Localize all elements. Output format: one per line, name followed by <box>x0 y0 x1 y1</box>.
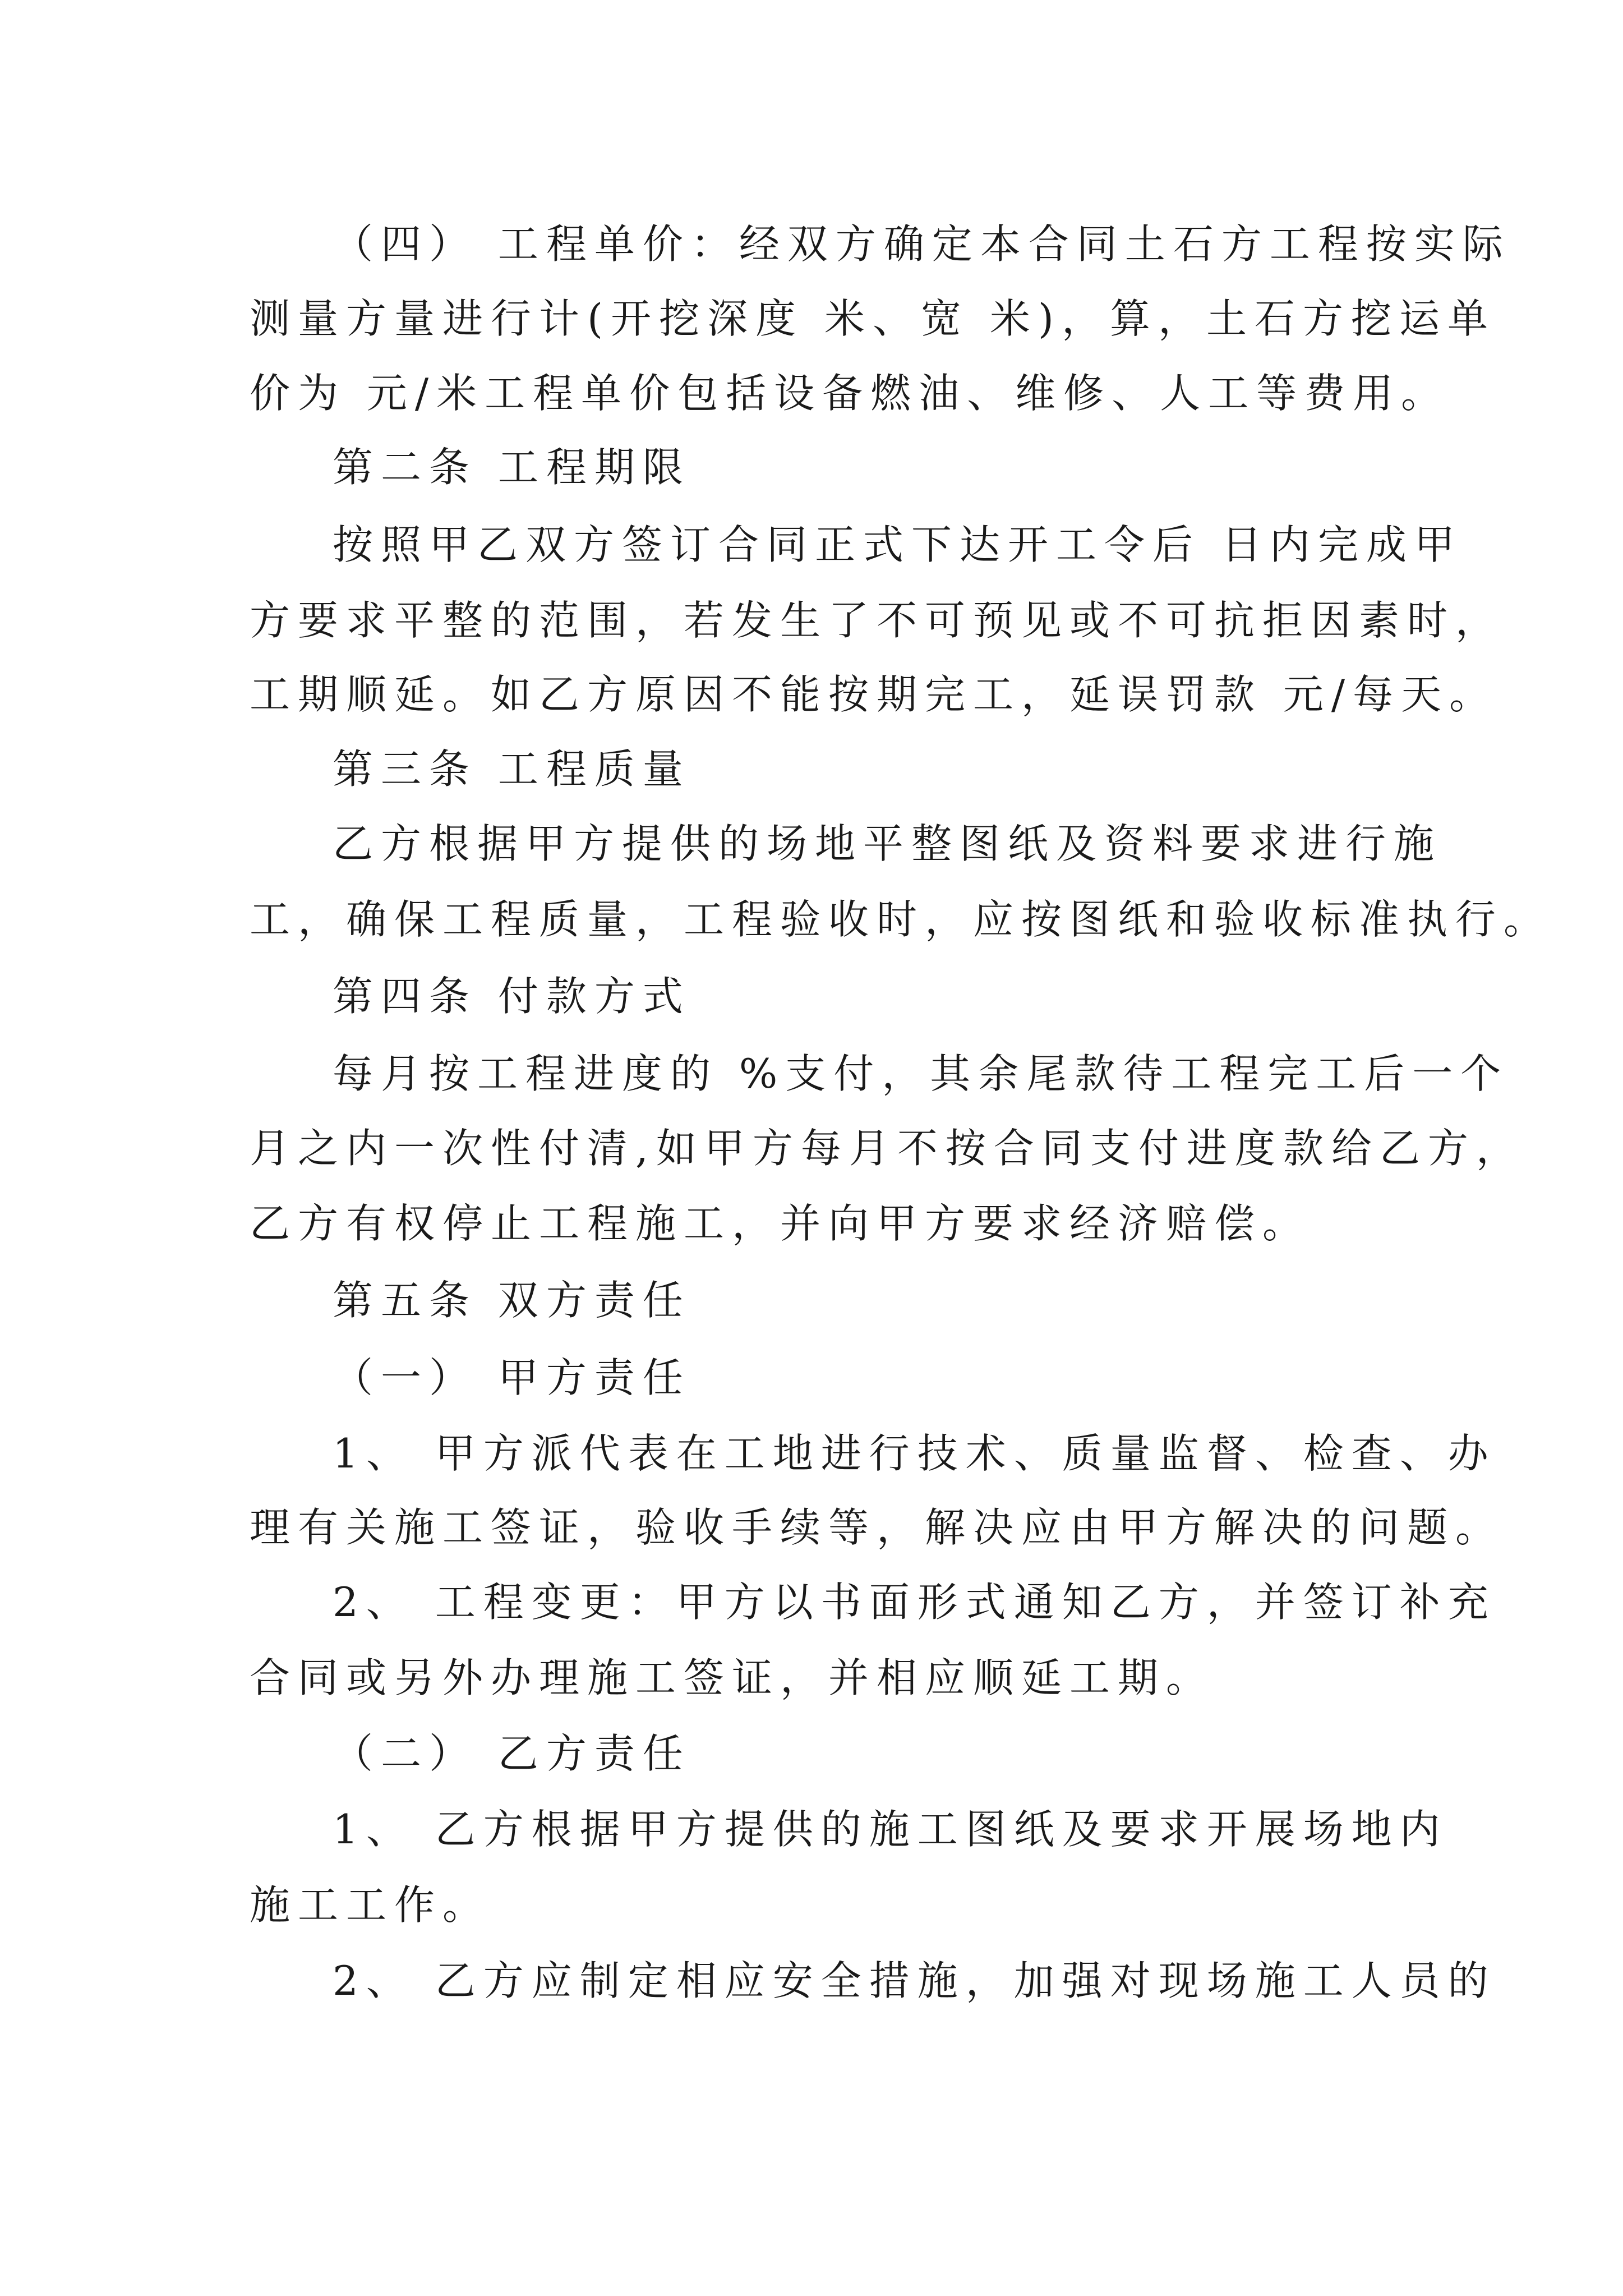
text-line: 理有关施工签证，验收手续等，解决应由甲方解决的问题。 <box>250 1504 1504 1551</box>
text-line: 2、 乙方应制定相应安全措施，加强对现场施工人员的 <box>333 1957 1496 2004</box>
text-line: 乙方根据甲方提供的场地平整图纸及资料要求进行施 <box>333 820 1442 867</box>
text-line: 测量方量进行计(开挖深度 米、宽 米)，算，土石方挖运单 <box>250 295 1496 342</box>
text-line: 方要求平整的范围，若发生了不可预见或不可抗拒因素时， <box>250 597 1504 644</box>
text-line: 按照甲乙双方签订合同正式下达开工令后 日内完成甲 <box>333 521 1463 568</box>
text-line: 1、 乙方根据甲方提供的施工图纸及要求开展场地内 <box>333 1806 1448 1853</box>
text-line: 合同或另外办理施工签证，并相应顺延工期。 <box>250 1654 1215 1701</box>
text-line: 月之内一次性付清,如甲方每月不按合同支付进度款给乙方， <box>250 1125 1524 1172</box>
section-heading: 第二条 工程期限 <box>333 444 691 491</box>
subsection-heading: （二） 乙方责任 <box>333 1730 691 1777</box>
text-line: 2、 工程变更：甲方以书面形式通知乙方，并签订补充 <box>333 1579 1496 1626</box>
subsection-heading: （一） 甲方责任 <box>333 1354 691 1401</box>
text-line: 价为 元/米工程单价包括设备燃油、维修、人工等费用。 <box>250 370 1450 417</box>
text-line: 1、 甲方派代表在工地进行技术、质量监督、检查、办 <box>333 1430 1496 1477</box>
section-heading: 第五条 双方责任 <box>333 1277 691 1324</box>
section-heading: 第三条 工程质量 <box>333 746 691 793</box>
text-line: 施工工作。 <box>250 1881 491 1929</box>
text-line: （四） 工程单价：经双方确定本合同土石方工程按实际 <box>333 220 1511 268</box>
section-heading: 第四条 付款方式 <box>333 973 691 1020</box>
text-line: 乙方有权停止工程施工，并向甲方要求经济赔偿。 <box>250 1200 1311 1247</box>
text-line: 每月按工程进度的 %支付，其余尾款待工程完工后一个 <box>333 1050 1509 1097</box>
text-line: 工，确保工程质量，工程验收时，应按图纸和验收标准执行。 <box>250 896 1552 943</box>
text-line: 工期顺延。如乙方原因不能按期完工，延误罚款 元/每天。 <box>250 671 1498 718</box>
